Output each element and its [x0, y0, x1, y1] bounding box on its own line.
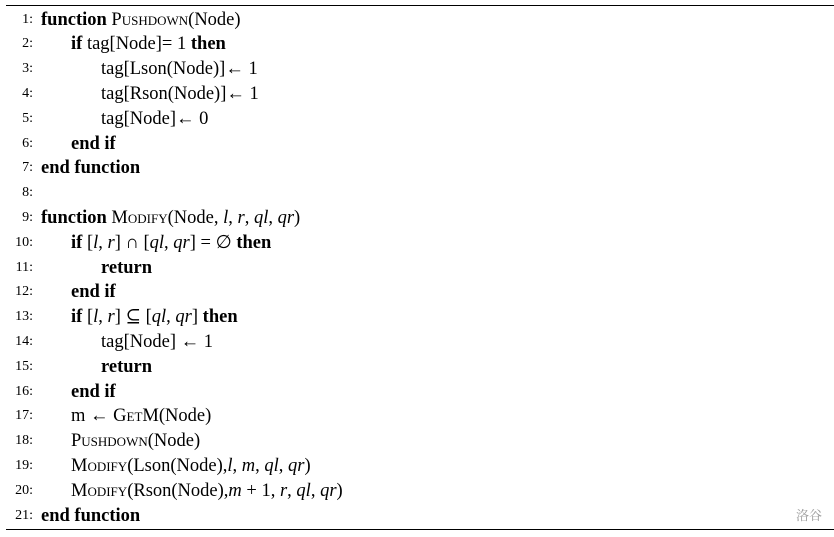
code-text: tag[Node]← 0: [101, 108, 209, 129]
code-text: (Lson(Node),: [127, 455, 228, 476]
code-text: [: [82, 232, 94, 253]
line-code: [41, 132, 116, 156]
line-number: 7:: [22, 160, 33, 176]
line-code: [41, 504, 140, 528]
keyword: return: [101, 257, 153, 278]
procedure-name: Pushdown: [71, 431, 148, 452]
keyword: then: [190, 34, 226, 55]
line-number: 18:: [15, 433, 33, 449]
line-number: 19:: [15, 457, 33, 473]
line-code: [41, 156, 140, 180]
math-variable: m: [241, 455, 256, 476]
line-code: [41, 107, 208, 131]
line-number: 1:: [22, 11, 33, 27]
code-text: tag[Lson(Node)]← 1: [101, 59, 258, 80]
keyword: if: [71, 232, 83, 253]
line-number: 12:: [15, 284, 33, 300]
code-text: ]: [191, 307, 203, 328]
code-text: ,: [278, 455, 289, 476]
code-text: ,: [310, 480, 321, 501]
line-code: [41, 330, 213, 354]
math-variable: r: [237, 207, 245, 228]
code-text: ,: [228, 207, 238, 228]
line-number: 8:: [22, 185, 33, 201]
math-variable: l: [93, 307, 99, 328]
code-text: + 1,: [241, 480, 280, 501]
code-text: ,: [287, 480, 297, 501]
line-code: [41, 256, 152, 280]
procedure-name: Modify: [71, 455, 128, 476]
code-text: tag[Node]= 1: [82, 34, 191, 55]
math-variable: r: [279, 480, 288, 501]
math-variable: ql: [264, 455, 279, 476]
code-text: m ←: [71, 406, 114, 427]
math-variable: r: [107, 232, 115, 253]
code-text: ,: [232, 455, 242, 476]
line-number: 5:: [22, 110, 33, 126]
line-code: [41, 280, 116, 304]
math-variable: l: [227, 455, 233, 476]
code-text: ,: [255, 455, 265, 476]
code-text: ] ∩ [: [114, 232, 150, 253]
line-number: 21:: [15, 507, 33, 523]
code-text: ): [304, 455, 311, 476]
procedure-name: Modify: [111, 207, 168, 228]
line-number: 3:: [22, 61, 33, 77]
line-number: 9:: [22, 209, 33, 225]
code-text: (Node): [147, 431, 201, 452]
math-variable: m: [228, 480, 242, 501]
code-text: tag[Rson(Node)]← 1: [101, 83, 259, 104]
code-text: ): [294, 207, 301, 228]
code-text: ,: [268, 207, 278, 228]
keyword: function: [41, 9, 107, 30]
procedure-name: Pushdown: [111, 9, 189, 30]
keyword: end if: [71, 282, 116, 303]
code-text: (Node,: [167, 207, 224, 228]
line-number: 4:: [22, 85, 33, 101]
code-text: tag[Node] ← 1: [101, 331, 213, 352]
math-variable: qr: [277, 207, 295, 228]
code-text: ,: [166, 307, 176, 328]
keyword: end function: [41, 158, 141, 179]
keyword: end if: [71, 381, 116, 402]
line-code: [41, 32, 226, 56]
keyword: function: [41, 207, 107, 228]
line-code: [41, 82, 259, 106]
math-variable: r: [107, 307, 115, 328]
line-number: 2:: [22, 36, 33, 52]
watermark: 洛谷: [795, 509, 822, 524]
line-code: [41, 479, 343, 503]
line-code: [41, 429, 200, 453]
line-number: 17:: [15, 408, 33, 424]
code-text: ): [336, 480, 343, 501]
keyword: if: [71, 34, 83, 55]
line-code: [41, 404, 211, 428]
line-number: 13:: [15, 309, 33, 325]
line-number: 10:: [15, 234, 33, 250]
top-rule: [6, 5, 834, 6]
math-variable: qr: [320, 480, 337, 501]
procedure-name: Modify: [71, 480, 128, 501]
math-variable: ql: [296, 480, 311, 501]
code-text: [: [82, 307, 94, 328]
code-text: (Node): [158, 406, 212, 427]
code-text: ] ⊆ [: [114, 307, 152, 328]
keyword: end function: [41, 505, 141, 526]
bottom-rule: [6, 529, 834, 530]
math-variable: qr: [173, 232, 190, 253]
line-number: 11:: [15, 259, 33, 275]
code-text: ,: [164, 232, 174, 253]
code-text: (Rson(Node),: [127, 480, 229, 501]
math-variable: qr: [175, 307, 192, 328]
line-number: 6:: [22, 135, 33, 151]
keyword: if: [71, 307, 83, 328]
line-code: [41, 231, 271, 255]
math-variable: qr: [288, 455, 305, 476]
line-code: [41, 8, 241, 32]
line-number: 20:: [15, 482, 33, 498]
line-code: [41, 355, 152, 379]
line-number: 16:: [15, 383, 33, 399]
code-text: ,: [98, 307, 108, 328]
keyword: then: [236, 232, 272, 253]
math-variable: ql: [253, 207, 269, 228]
math-variable: ql: [151, 307, 167, 328]
math-variable: l: [223, 207, 229, 228]
line-code: [41, 380, 116, 404]
math-variable: l: [93, 232, 99, 253]
code-text: ,: [98, 232, 108, 253]
keyword: return: [101, 356, 153, 377]
line-code: [41, 206, 300, 230]
line-code: [41, 57, 258, 81]
keyword: then: [202, 307, 238, 328]
procedure-name: GetM: [113, 406, 159, 427]
math-variable: ql: [149, 232, 165, 253]
line-code: [41, 454, 311, 478]
line-number: 14:: [15, 333, 33, 349]
line-number: 15:: [15, 358, 33, 374]
code-text: (Node): [188, 9, 241, 30]
code-text: ] = ∅: [189, 232, 237, 253]
code-text: ,: [244, 207, 254, 228]
line-code: [41, 305, 238, 329]
keyword: end if: [71, 133, 116, 154]
